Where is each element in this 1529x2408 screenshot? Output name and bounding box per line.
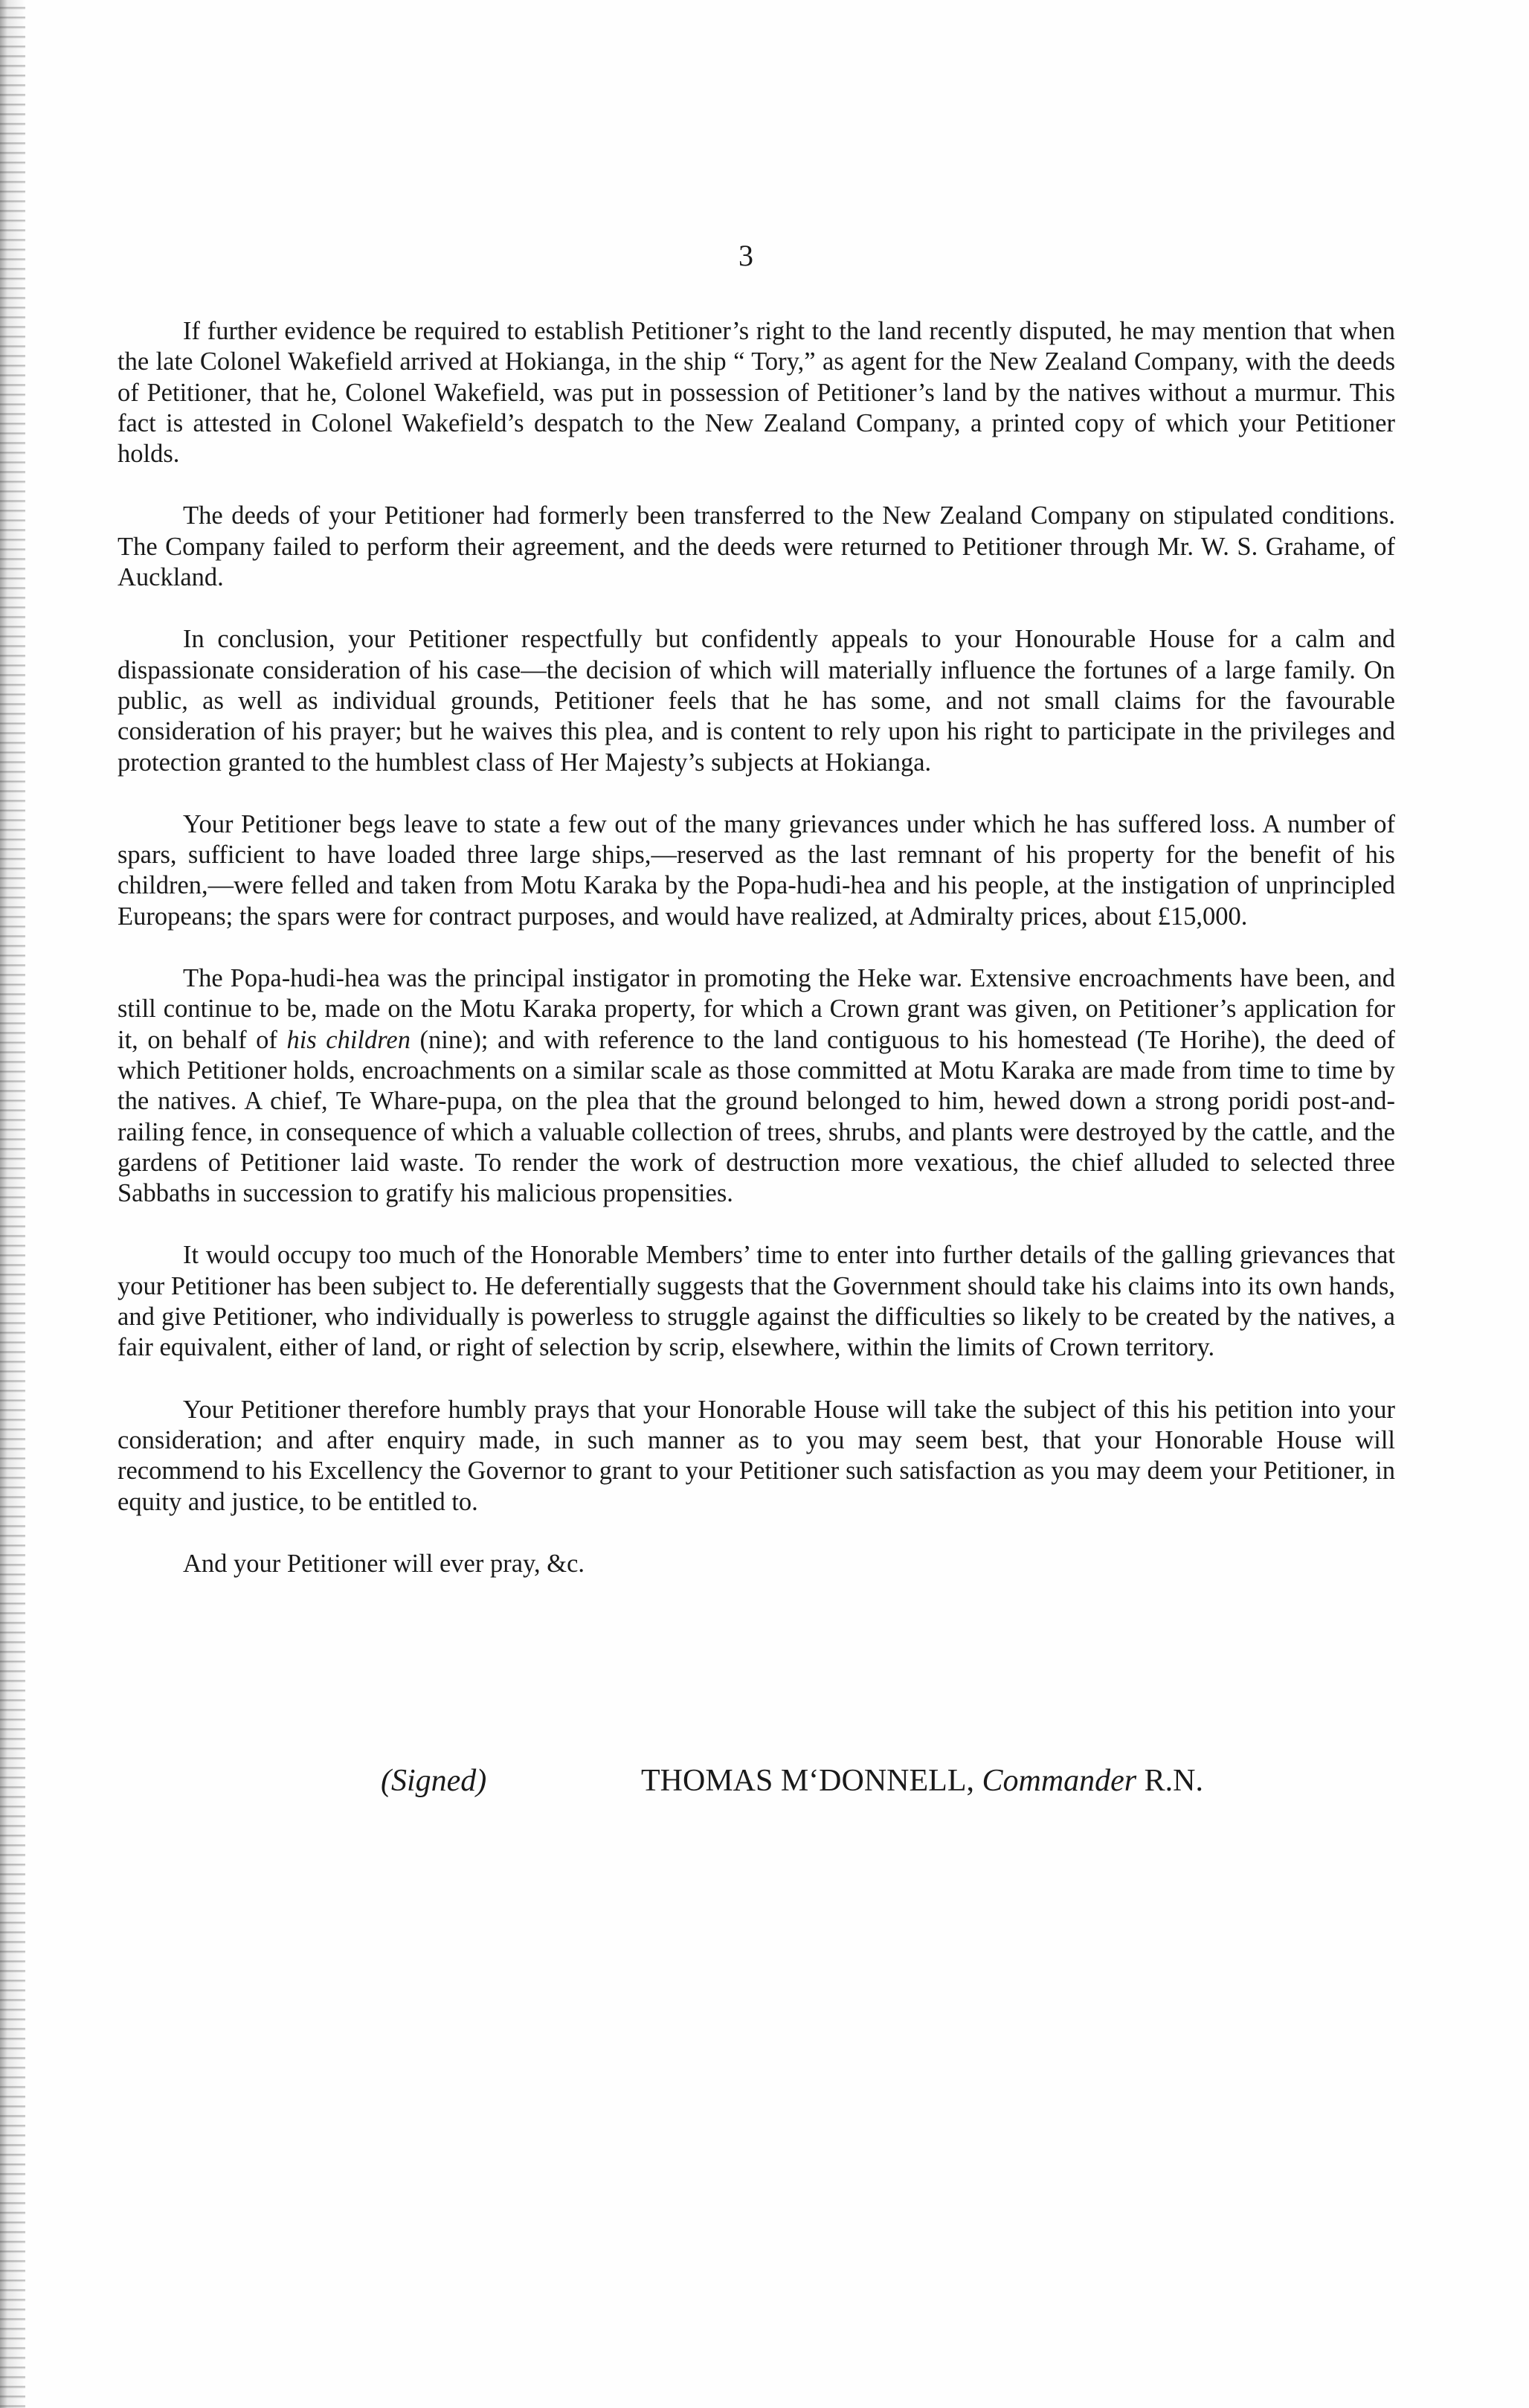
petition-body: [118, 316, 1395, 1611]
paragraph-encroachments: [118, 963, 1395, 1209]
paragraph-deeds: The deeds of your Petitioner had formerly been transferred to the New Zealand Company on stipulated conditions. The Company failed to perform their agreement, and the deeds were returned to Petitioner through Mr. W. S. Grahame, of Auckland.: [118, 501, 1395, 592]
signatory-name: THOMAS M‘DONNELL,: [641, 1764, 974, 1798]
paragraph-prayer: Your Petitioner therefore humbly prays that your Honorable House will take the subject of this his petition into your consideration; and after enquiry made, in such manner as to you may seem best, that your Honorable House will recommend to his Excellency the Governor to grant to your Petitioner such satisfaction as you may deem your Petitioner, in equity and justice, to be entitled to.: [118, 1395, 1395, 1516]
paragraph-encroachments-part-2: (nine); and with reference to the land contiguous to his homestead (Te Horihe), the deed of which Petitioner holds, encroachments on a similar scale as those committed at Motu Karaka are made from time to time by the natives. A chief, Te Whare-pupa, on the plea that the ground belonged to him, hewed down a strong poridi post-and-railing fence, in consequence of which a valuable collection of trees, shrubs, and plants were destroyed by the cattle, and the gardens of Petitioner laid waste. To render the work of destruction more vexatious, the chief alluded to selected three Sabbaths in succession to gratify his malicious propensities.: [118, 1025, 1396, 1208]
paragraph-further-details: It would occupy too much of the Honorable Members’ time to enter into further details of the galling grievances that your Petitioner has been subject to. He deferentially suggests that the Government should take his claims into its own hands, and give Petitioner, who individually is powerless to struggle against the difficulties so likely to be created by the natives, a fair equivalent, either of land, or right of selection by scrip, elsewhere, within the limits of Crown territory.: [118, 1241, 1395, 1362]
paragraph-conclusion: In conclusion, your Petitioner respectfully but confidently appeals to your Honourable House for a calm and dispassionate consideration of his case—the decision of which will materially influence the fortunes of a large family. On public, as well as individual grounds, Petitioner feels that he has some, and not small claims for the favourable consideration of his prayer; but he waives this plea, and is content to rely upon his right to participate in the privileges and protection granted to the humblest class of Her Majesty’s subjects at Hokianga.: [118, 625, 1395, 777]
signatory: [641, 1763, 1203, 1799]
paragraph-grievances: Your Petitioner begs leave to state a few out of the many grievances under which he has suffered loss. A number of spars, sufficient to have loaded three large ships,—reserved as the last remnant of his property for the benefit of his children,—were felled and taken from Motu Karaka by the Popa-hudi-hea and his people, at the instigation of unprincipled Europeans; the spars were for contract purposes, and would have realized, at Admiralty prices, about £15,000.: [118, 809, 1395, 931]
scanned-page-edge: [0, 0, 25, 2408]
signatory-rank: Commander: [982, 1764, 1137, 1798]
page-number: 3: [738, 239, 753, 272]
paragraph-closing: And your Petitioner will ever pray, &c.: [183, 1549, 585, 1578]
paragraph-encroachments-italic: his children: [286, 1025, 411, 1054]
signed-label: (Signed): [381, 1764, 487, 1798]
paragraph-encroachments-part-1: The Popa-hudi-hea was the principal instigator in promoting the Heke war. Extensive encroachments have been, and still continue to be, made on the Motu Karaka property, for which a Crown grant was given, on Petitioner’s application for it, on behalf of: [118, 964, 1395, 1054]
signatory-postnominal: R.N.: [1144, 1764, 1204, 1798]
paragraph-evidence: If further evidence be required to establish Petitioner’s right to the land recently disputed, he may mention that when the late Colonel Wakefield arrived at Hokianga, in the ship “ Tory,” as agent for the New Zealand Company, with the deeds of Petitioner, that he, Colonel Wakefield, was put in possession of Petitioner’s land by the natives without a murmur. This fact is attested in Colonel Wakefield’s despatch to the New Zealand Company, a printed copy of which your Petitioner holds.: [118, 317, 1395, 469]
